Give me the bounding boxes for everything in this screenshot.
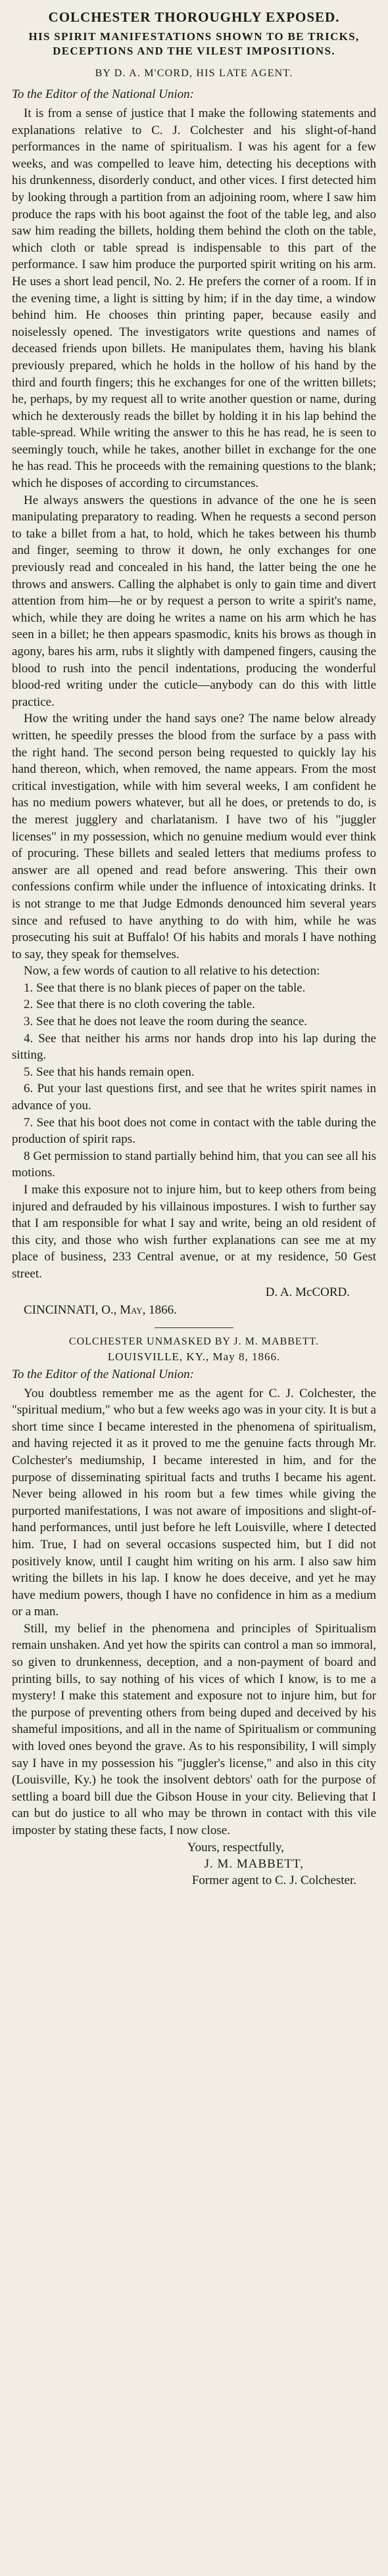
article1-paragraph: He always answers the questions in advance of the one he is seen manipulating preparatory to reading. When he requests a second person to take a billet from a hat, to hold, which he takes between his thumb and finger, seeming to throw it down, he only exchanges for one previously read and concealed in his hand, the latter being the one he throws and answers. Calling the alphabet is only to gain time and divert attention from him—he or by request a person to write a spirit's name, which, while they are doing he writes a name on his arm which he has seen in a billet; he then appears spasmodic, knits his brows as though in agony, bares his arm, rubs it slightly with dampened fingers, causing the blood to rush into the pencil indentations, producing the wonderful blood-red writing under the cuticle—anybody can do this with little practice.: [12, 493, 376, 709]
article1-paragraph: How the writing under the hand says one? The name below already written, he speedily presses the blood from the surface by a pass with the right hand. The second person being requested to quickly lay his hand thereon, which, when removed, the name appears. From the most critical investigation, while with him several weeks, I am confident he has no medium powers whatever, but all he does, or pretends to do, is the merest jugglery and charlatanism. I have two of his "juggler licenses" in my possession, which no genuine medium would ever think of procuring. These billets and sealed letters that mediums profess to answer are all opened and read before answering. This their own confessions confirm while under the influence of intoxicating drinks. It is not strange to me that Judge Edmonds denounced him several years since and refused to have anything to do with him, while he was prosecuting his suit at Buffalo! Of his habits and morals I have nothing to say, they speak for themselves.: [12, 712, 376, 961]
article2-placedate: LOUISVILLE, KY., May 8, 1866.: [107, 1350, 281, 1363]
caution-item: 7. See that his boot does not come in contact with the table during the production of spirit raps.: [12, 1115, 376, 1147]
article1-closing: I make this exposure not to injure him, but to keep others from being injured and defrauded by his villainous impostures. I wish to further say that I am responsible for what I say and write, being an old resident of this city, and those who wish further explanations can see me at my place of business, 233 Central avenue, or at my residence, 50 Gest street.: [12, 1183, 376, 1281]
caution-item: 5. See that his hands remain open.: [24, 1065, 195, 1079]
article2-salutation: To the Editor of the National Union:: [12, 1367, 194, 1381]
article1-byline: BY D. A. M'CORD, HIS LATE AGENT.: [95, 68, 293, 79]
article1-deck: HIS SPIRIT MANIFESTATIONS SHOWN TO BE TRICKS, DECEPTIONS AND THE VILEST IMPOSITIONS.: [28, 30, 360, 57]
article1-dateline: CINCINNATI, O., May, 1866.: [24, 1302, 177, 1317]
article2-paragraph: Still, my belief in the phenomena and principles of Spiritualism remain unshaken. And yet how the spirits can control a man so immoral, so given to drunkenness, deception, and a non-payment of board and printing bills, to say nothing of his vices of which I know, is to me a mystery! I make this statement and exposure not to injure him, but for the purpose of preventing others from being duped and deceived by his shameful impositions, and all in the name of Spiritualism or communing with loved ones beyond the grave. As to his responsibility, I will simply say I have in my possession his "juggler's license," and also in this city (Louisville, Ky.) he took the insolvent debtors' oath for the purpose of settling a board bill due the Gibson House in your city. Believing that I can but do justice to all who may be thrown in contact with this vile imposter by stating these facts, I now close.: [12, 1621, 376, 1837]
caution-item: 2. See that there is no cloth covering the table.: [24, 998, 255, 1012]
signoff-title: Former agent to C. J. Colchester.: [191, 1873, 356, 1887]
article2-signoff: [12, 1839, 376, 1889]
article2-headline: COLCHESTER UNMASKED BY J. M. MABBETT.: [68, 1335, 320, 1347]
article1-paragraph: Now, a few words of caution to all relative to his detection:: [24, 964, 320, 978]
article1-signature: D. A. McCORD.: [265, 1285, 350, 1299]
caution-item: 6. Put your last questions first, and see that he writes spirit names in advance of you.: [12, 1082, 376, 1113]
article1-salutation: To the Editor of the National Union:: [12, 87, 194, 101]
article1-headline: COLCHESTER THOROUGHLY EXPOSED.: [48, 9, 340, 25]
article1-paragraph: It is from a sense of justice that I make the following statements and explanations relative to C. J. Colchester and his slight-of-hand performances in the name of spiritualism. I was his agent for a few weeks, and was compelled to leave him, detecting his deceptions with his drunkenness, disorderly conduct, and other vices. I first detected him by looking through a partition from an adjoining room, where I saw him produce the raps with his boot against the foot of the table leg, and also saw him reading the billets, holding them behind the cloth on the table, which cloth or table spread is indispensable to this part of the performance. I saw him produce the purported spirit writing on his arm. He uses a short lead pencil, No. 2. He prefers the corner of a room. If in the evening time, a light is sitting by him; if in the day time, a window behind him. He chooses thin printing paper, because easily and noiselessly opened. The investigators write questions and names of deceased friends upon billets. He manipulates them, having his blank previously prepared, which he holds in the hollow of his hand by the third and fourth fingers; this he exchanges for one of the written billets; he, perhaps, by my request all to write another question or name, during which he dexterously reads the billet by holding it in his lap behind the table-spread. While writing the answer to this he has read, he is seen to seemingly touch, while he takes, another billet in exchange for the one he has read. This he proceeds with the remaining questions to the blank; which he disposes of according to circumstances.: [12, 106, 376, 491]
article2-paragraph: You doubtless remember me as the agent for C. J. Colchester, the "spiritual medium," who but a few weeks ago was in your city. It is but a short time since I became interested in the phenomena of spiritualism, and having rejected it as it proved to me the genuine facts through Mr. Colchester's mediumship, I became interested in him, and for the purpose of disseminating spiritual facts and truths I became his agent. Never being allowed in his room but a few times while giving the purported manifestations, I was not aware of impositions and slight-of-hand performances, until just before he left Louisville, where I detected him. True, I had on several occasions suspected him, but I did not positively know, until I caught him writing on his arm. I also saw him writing the billets in his lap. I know he does deceive, and yet he may have medium powers, though I have no confidence in him as a medium or a man.: [12, 1386, 376, 1619]
caution-item: 1. See that there is no blank pieces of paper on the table.: [24, 980, 306, 995]
caution-item: 8 Get permission to stand partially behind him, that you can see all his motions.: [12, 1149, 376, 1180]
caution-item: 4. See that neither his arms nor hands drop into his lap during the sitting.: [12, 1031, 376, 1063]
signoff-line: Yours, respectfully,: [187, 1840, 284, 1854]
section-divider: [155, 1327, 233, 1328]
signoff-name: J. M. MABBETT,: [204, 1856, 304, 1871]
caution-item: 3. See that he does not leave the room during the seance.: [24, 1015, 308, 1029]
